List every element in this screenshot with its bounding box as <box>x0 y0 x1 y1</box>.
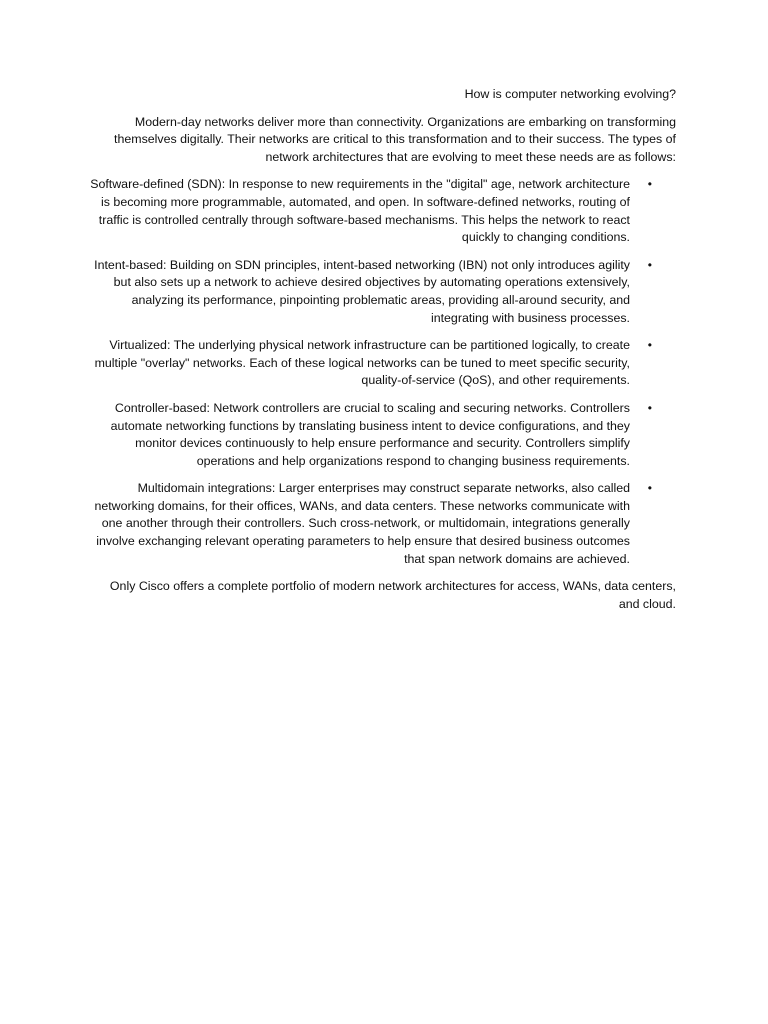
list-item-text: Software-defined (SDN): In response to new requirements in the "digital" age, network architecture is becoming more programmable, automated, and open. In software-defined networks, routing of traffic is controlled centrally through software-based mechanisms. This helps the network to react quickly to changing conditions. <box>90 177 630 245</box>
list-item-controller-based <box>88 400 676 470</box>
closing-paragraph: Only Cisco offers a complete portfolio of modern network architectures for access, WANs, data centers, and cloud. <box>109 579 676 611</box>
bullet-icon: • <box>647 481 652 496</box>
list-item-software-defined <box>88 176 676 246</box>
list-item-virtualized <box>88 337 676 390</box>
bullet-icon: • <box>647 177 652 192</box>
list-item-text: Virtualized: The underlying physical network infrastructure can be partitioned logically, to create multiple "overlay" networks. Each of these logical networks can be tuned to meet specific security, quality-of-service (QoS), and other requirements. <box>94 338 630 388</box>
list-item-multidomain <box>88 480 676 568</box>
list-item-text: Controller-based: Network controllers are crucial to scaling and securing networks. Controllers automate networking functions by translating business intent to device configurations, and they monitor devices continuously to help ensure performance and security. Controllers simplify operations and help organizations respond to changing business requirements. <box>110 400 630 468</box>
list-item-intent-based <box>88 257 676 327</box>
intro-paragraph: Modern-day networks deliver more than connectivity. Organizations are embarking on transforming themselves digitally. Their networks are critical to this transformation and to their success. The types of network architectures that are evolving to meet these needs are as follows: <box>114 114 676 164</box>
list-item-text: Multidomain integrations: Larger enterprises may construct separate networks, also called networking domains, for their offices, WANs, and data centers. These networks communicate with one another through their controllers. Such cross-network, or multidomain, integrations generally involve exchanging relevant operating parameters to help ensure that desired business outcomes that span network domains are achieved. <box>94 481 630 566</box>
architecture-list <box>88 176 676 568</box>
bullet-icon: • <box>647 338 652 353</box>
document-page <box>88 86 676 613</box>
bullet-icon: • <box>647 400 652 415</box>
document-heading: How is computer networking evolving? <box>464 87 676 101</box>
list-item-text: Intent-based: Building on SDN principles, intent-based networking (IBN) not only introduces agility but also sets up a network to achieve desired objectives by automating operations extensively, analyzing its performance, pinpointing problematic areas, providing all-around security, and integrating with business processes. <box>94 257 630 325</box>
bullet-icon: • <box>647 257 652 272</box>
